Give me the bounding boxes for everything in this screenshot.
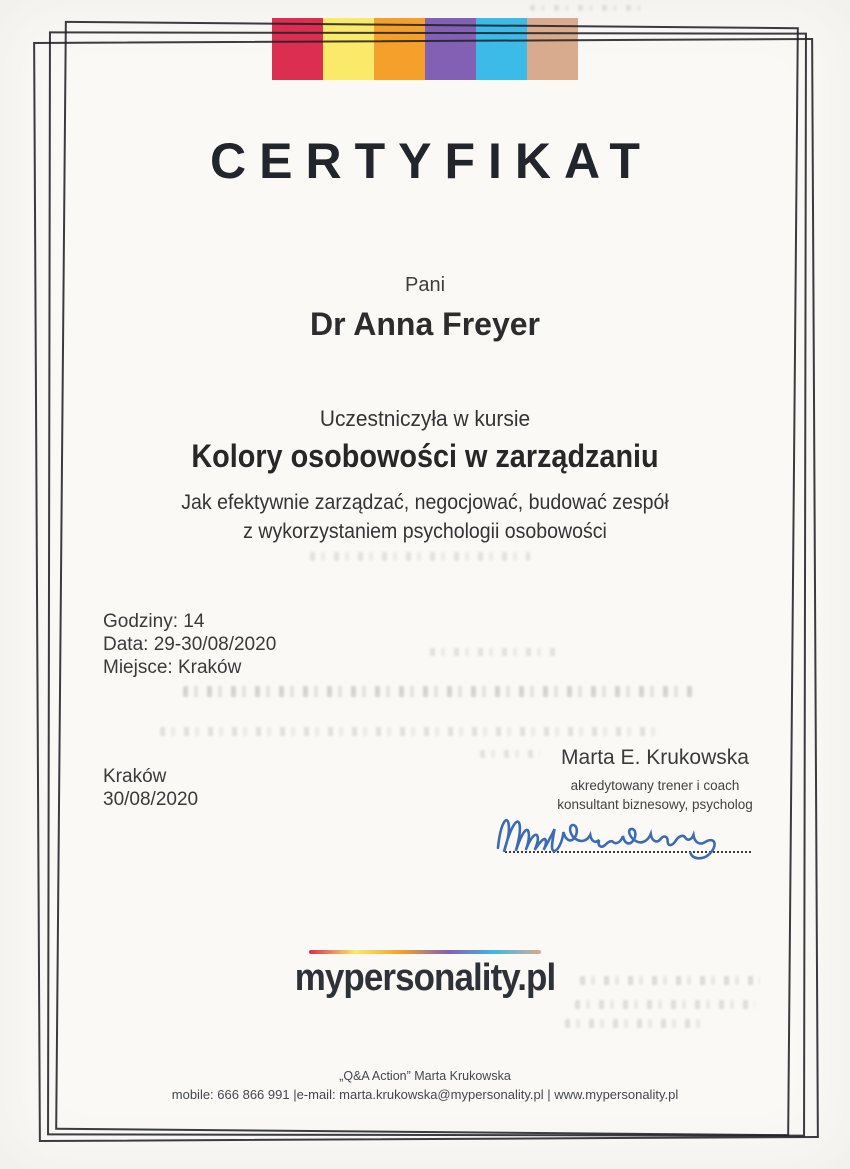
scan-smudge <box>565 1019 705 1028</box>
issue-date: 30/08/2020 <box>103 789 199 810</box>
scan-smudge <box>310 552 530 561</box>
logo-block <box>0 950 850 1000</box>
signature-handwriting <box>492 804 750 864</box>
signer-name: Marta E. Krukowska <box>561 746 749 769</box>
color-swatch <box>476 18 527 80</box>
footer-company: „Q&A Action” Marta Krukowska <box>339 1069 511 1083</box>
color-swatch <box>374 18 425 80</box>
scan-smudge <box>160 727 660 736</box>
issue-place: Kraków <box>103 766 167 787</box>
scan-smudge <box>430 648 560 656</box>
scan-smudge <box>575 1000 755 1009</box>
detail-date: Data: 29-30/08/2020 <box>103 634 277 655</box>
course-subtitle-line2: z wykorzystaniem psychologii osobowości <box>243 520 607 543</box>
certificate-title: CERTYFIKAT <box>210 133 653 189</box>
salutation: Pani <box>404 274 446 296</box>
detail-hours: Godziny: 14 <box>103 611 205 632</box>
signer-role-1: akredytowany trener i coach <box>570 778 740 793</box>
color-swatch <box>527 18 578 80</box>
color-swatch <box>323 18 374 80</box>
scan-smudge <box>183 686 698 697</box>
course-subtitle-line1: Jak efektywnie zarządzać, negocjować, budować zespół <box>181 491 669 514</box>
course-details <box>103 610 276 679</box>
course-title: Kolory osobowości w zarządzaniu <box>191 438 659 474</box>
logo-rainbow-line <box>309 950 541 954</box>
detail-place: Miejsce: Kraków <box>103 657 242 678</box>
scan-smudge <box>580 976 760 985</box>
color-swatch <box>272 18 323 80</box>
issue-place-date <box>103 765 198 811</box>
course-intro: Uczestniczyła w kursie <box>319 406 531 431</box>
scan-smudge <box>480 750 540 758</box>
footer-contact: mobile: 666 866 991 |e-mail: marta.krukowska@mypersonality.pl | www.mypersonality.pl <box>171 1087 679 1102</box>
color-swatch <box>425 18 476 80</box>
recipient-name: Dr Anna Freyer <box>310 306 540 342</box>
logo-text: mypersonality.pl <box>294 957 556 999</box>
scan-smudge <box>530 5 650 11</box>
signer-role-2: konsultant biznesowy, psycholog <box>557 797 753 812</box>
color-bar <box>0 18 850 80</box>
